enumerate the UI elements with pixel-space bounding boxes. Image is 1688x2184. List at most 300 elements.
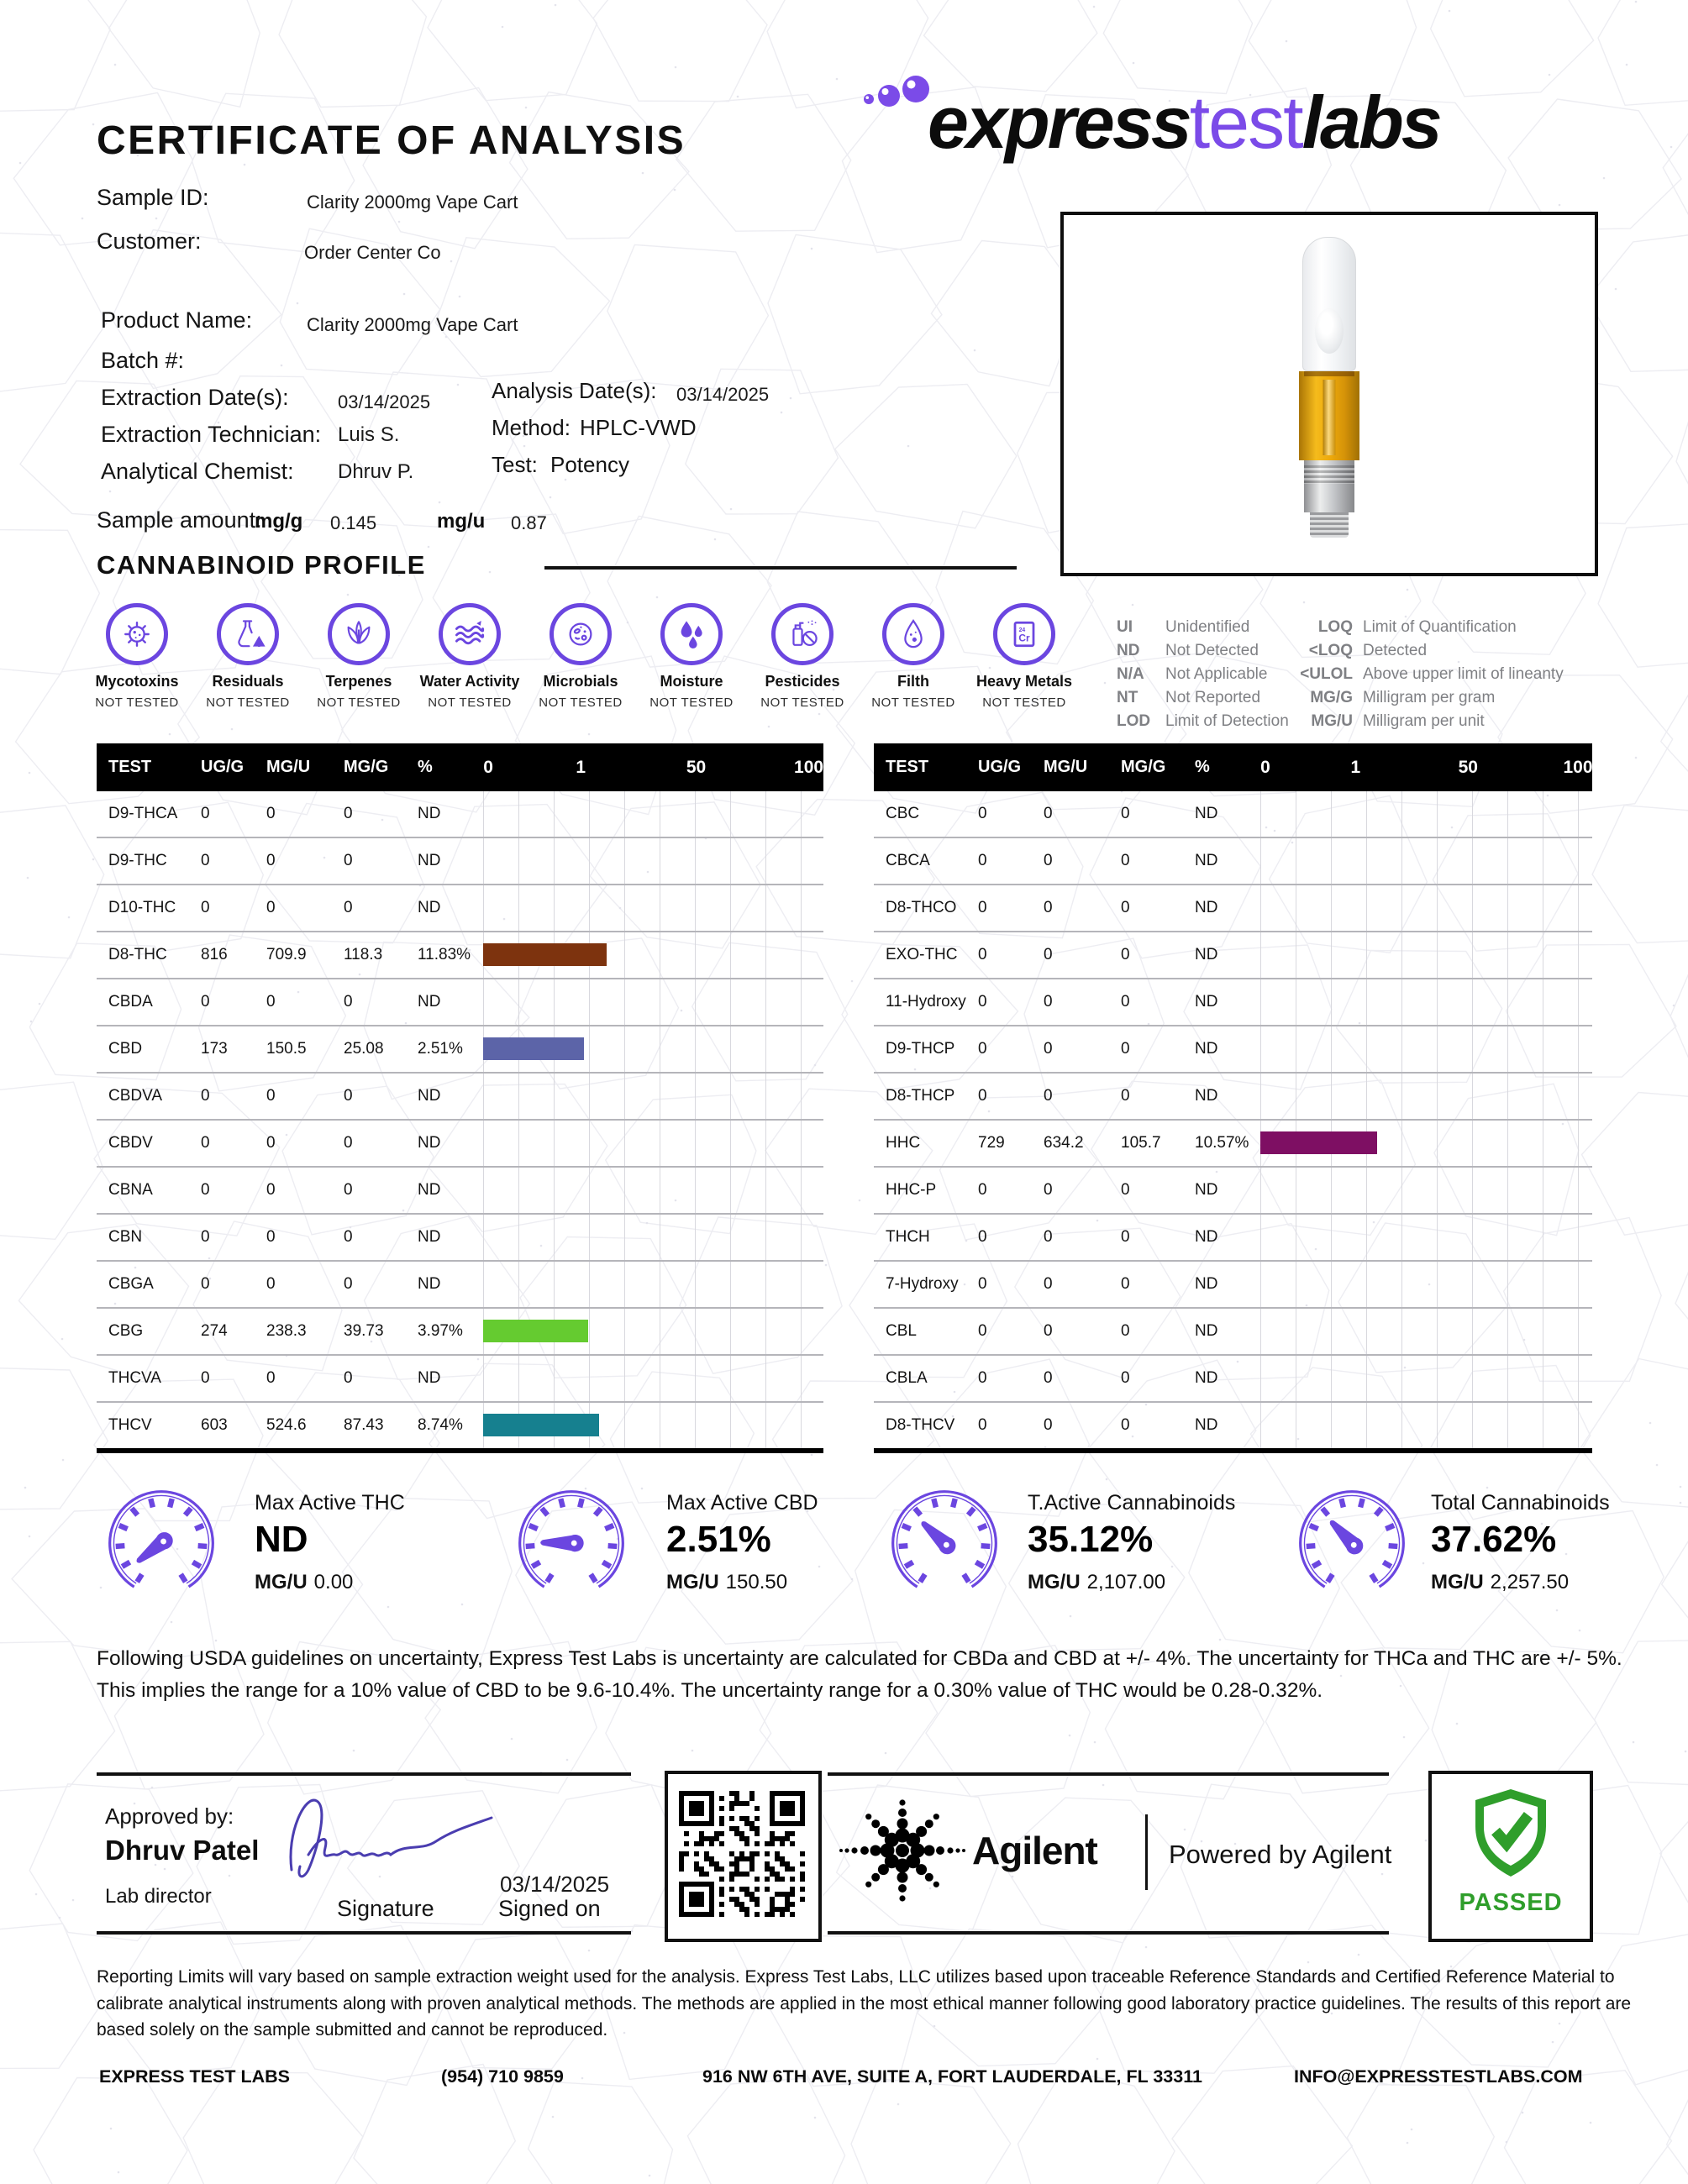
column-header: TEST (108, 758, 152, 776)
table-row (97, 1356, 823, 1403)
table-cell: CBDV (108, 1134, 153, 1152)
table-cell: ND (418, 1181, 441, 1199)
table-cell: 0 (266, 1275, 276, 1293)
table-cell: ND (1195, 1181, 1218, 1199)
gauge-text (666, 1491, 818, 1594)
cart-mouthpiece (1302, 237, 1356, 371)
table-cell: 0 (1121, 1228, 1130, 1246)
sample-id-value: Clarity 2000mg Vape Cart (307, 192, 518, 213)
analysis-dates-value: 03/14/2025 (676, 384, 770, 405)
panel-residuals (192, 603, 303, 710)
passed-badge (1428, 1771, 1593, 1942)
microbials-icon (550, 603, 612, 665)
legend-item: <ULOL Above upper limit of lineanty (1300, 665, 1564, 683)
table-cell: CBD (108, 1040, 143, 1058)
table-cell: HHC (886, 1134, 921, 1152)
table-cell: 0 (978, 1228, 987, 1246)
table-cell: 0 (1121, 1369, 1130, 1387)
legend-column-1 (1117, 616, 1289, 733)
table-row (97, 1403, 823, 1453)
column-header: UG/G (978, 758, 1022, 776)
table-cell: 0 (1044, 1416, 1053, 1434)
sample-amount-label: Sample amount: (97, 507, 262, 533)
table-cell: ND (418, 1087, 441, 1105)
table-cell: 0 (266, 1369, 276, 1387)
table-cell: 0 (1121, 899, 1130, 916)
row-chart-area (1260, 838, 1592, 884)
panel-terpenes (303, 603, 414, 710)
table-cell: 0 (1121, 1275, 1130, 1293)
table-row (97, 1262, 823, 1309)
panel-label: Residuals (212, 673, 284, 690)
logo-express: express (928, 81, 1190, 164)
panel-label: Mycotoxins (95, 673, 179, 690)
panel-mycotoxins (82, 603, 192, 710)
row-chart-area (483, 1356, 823, 1401)
table-cell: 0 (1044, 993, 1053, 1011)
column-header: UG/G (201, 758, 245, 776)
table-row (97, 838, 823, 885)
table-cell: D8-THC (108, 946, 167, 963)
panel-status: NOT TESTED (539, 696, 623, 710)
row-chart-area (1260, 1403, 1592, 1448)
value-bar (1260, 1131, 1377, 1154)
sample-id-label: Sample ID: (97, 185, 209, 210)
table-cell: CBC (886, 805, 920, 822)
gauge-icon (891, 1489, 998, 1601)
table-cell: EXO-THC (886, 946, 958, 963)
table-cell: ND (1195, 1040, 1218, 1058)
table-cell: 0 (1044, 1275, 1053, 1293)
scale-label: 1 (576, 757, 586, 777)
customer-value: Order Center Co (304, 242, 441, 263)
water-icon (439, 603, 501, 665)
extraction-dates-value: 03/14/2025 (338, 391, 431, 412)
legend-item: LOD Limit of Detection (1117, 712, 1289, 730)
row-chart-area (483, 1121, 823, 1166)
table-header (874, 743, 1592, 791)
gauge-value: 2.51% (666, 1519, 771, 1560)
legend-item: MG/G Milligram per gram (1310, 689, 1496, 706)
table-cell: D8-THCP (886, 1087, 955, 1105)
table-cell: 0 (978, 993, 987, 1011)
table-cell: 0 (344, 1228, 353, 1246)
table-cell: 524.6 (266, 1416, 307, 1434)
table-cell: D9-THCA (108, 805, 178, 822)
row-chart-area (483, 1026, 823, 1072)
table-cell: CBNA (108, 1181, 153, 1199)
mycotoxins-icon (106, 603, 168, 665)
table-row (874, 1026, 1592, 1074)
logo-test: test (1189, 81, 1302, 164)
table-cell: 816 (201, 946, 228, 963)
row-chart-area (1260, 1121, 1592, 1166)
table-cell: ND (1195, 1228, 1218, 1246)
legend-item: LOQ Limit of Quantification (1317, 618, 1517, 636)
value-bar (483, 943, 607, 966)
row-chart-area (1260, 932, 1592, 978)
product-name-label: Product Name: (101, 307, 253, 333)
row-chart-area (1260, 979, 1592, 1025)
table-cell: 0 (978, 1040, 987, 1058)
table-cell: ND (1195, 805, 1218, 822)
table-cell: 238.3 (266, 1322, 307, 1340)
qr-code (679, 1791, 818, 1921)
row-chart-area (483, 1403, 823, 1448)
column-header: MG/G (1121, 758, 1166, 776)
table-row (874, 1121, 1592, 1168)
qr-code-box (665, 1771, 822, 1942)
panel-status: NOT TESTED (760, 696, 844, 710)
cannabinoid-table-right (874, 743, 1592, 1453)
panel-status: NOT TESTED (649, 696, 734, 710)
agilent-divider (1145, 1814, 1148, 1890)
scale-label: 100 (794, 757, 824, 777)
table-cell: 0 (201, 993, 210, 1011)
vape-cartridge-image (1296, 237, 1363, 538)
table-cell: 0 (344, 1369, 353, 1387)
row-chart-area (1260, 1356, 1592, 1401)
panel-status: NOT TESTED (871, 696, 955, 710)
table-cell: 0 (266, 852, 276, 869)
gauge-unit: MG/U 2,257.50 (1431, 1571, 1570, 1593)
panel-status: NOT TESTED (982, 696, 1066, 710)
filth-icon (882, 603, 944, 665)
batch-label: Batch #: (101, 348, 185, 373)
table-cell: 150.5 (266, 1040, 307, 1058)
column-header: MG/U (1044, 758, 1088, 776)
mgu-label: mg/u (437, 510, 486, 533)
value-bar (483, 1320, 588, 1342)
table-cell: CBCA (886, 852, 930, 869)
table-cell: ND (1195, 993, 1218, 1011)
row-chart-area (483, 838, 823, 884)
value-bar (483, 1414, 599, 1436)
logo-text (928, 81, 1440, 164)
table-cell: 0 (201, 899, 210, 916)
extraction-technician-value: Luis S. (338, 423, 400, 446)
gauge-title: Max Active THC (255, 1491, 405, 1515)
analytical-chemist-label: Analytical Chemist: (101, 459, 294, 484)
row-chart-area (483, 1168, 823, 1213)
table-cell: ND (418, 1228, 441, 1246)
table-cell: 0 (266, 993, 276, 1011)
table-cell: D8-THCO (886, 899, 957, 916)
table-row (874, 791, 1592, 838)
table-cell: 173 (201, 1040, 228, 1058)
table-cell: 0 (201, 852, 210, 869)
table-cell: 603 (201, 1416, 228, 1434)
table-cell: ND (418, 993, 441, 1011)
table-row (97, 791, 823, 838)
test-label: Test: (492, 452, 538, 477)
table-cell: ND (1195, 946, 1218, 963)
table-row (97, 1121, 823, 1168)
table-cell: 0 (1121, 1322, 1130, 1340)
table-cell: 634.2 (1044, 1134, 1084, 1152)
table-cell: 0 (201, 1228, 210, 1246)
panel-status: NOT TESTED (317, 696, 401, 710)
table-cell: 0 (266, 1181, 276, 1199)
table-cell: 0 (978, 1369, 987, 1387)
table-cell: 0 (978, 852, 987, 869)
gauge-text (255, 1491, 405, 1594)
agilent-brand: Agilent (972, 1829, 1097, 1872)
table-cell: ND (1195, 899, 1218, 916)
scale-label: 50 (1458, 757, 1478, 777)
table-header (97, 743, 823, 791)
uncertainty-paragraph: Following USDA guidelines on uncertainty, Express Test Labs is uncertainty are calculated for CBDa and CBD at +/- 4%. The uncertainty for THCa and THC are +/- 5%. This implies the range for a 10% value of CBD to be 9.6-10.4%. The uncertainty range for a 0.30% value of THC would be 0.28-0.32%. (97, 1647, 1622, 1702)
table-cell: 729 (978, 1134, 1005, 1152)
footer-phone: (954) 710 9859 (441, 2066, 564, 2087)
table-cell: 0 (201, 805, 210, 822)
table-row (97, 1215, 823, 1262)
table-cell: 0 (978, 1087, 987, 1105)
table-cell: ND (1195, 1087, 1218, 1105)
footer-email: INFO@EXPRESSTESTLABS.COM (1294, 2066, 1583, 2087)
row-chart-area (1260, 1262, 1592, 1307)
table-row (874, 1403, 1592, 1453)
column-header: % (418, 758, 433, 776)
cart-oil-tank (1299, 371, 1359, 460)
table-cell: 0 (344, 993, 353, 1011)
panel-pesticides (747, 603, 858, 710)
gauge-value: 37.62% (1431, 1519, 1557, 1560)
terpenes-icon (328, 603, 390, 665)
table-cell: ND (418, 1275, 441, 1293)
powered-by-agilent: Powered by Agilent (1169, 1840, 1392, 1869)
panel-status: NOT TESTED (206, 696, 290, 710)
passed-shield-icon (1469, 1786, 1553, 1883)
table-cell: 3.97% (418, 1322, 463, 1340)
value-bar (483, 1037, 584, 1060)
table-cell: 0 (1044, 899, 1053, 916)
panel-status: NOT TESTED (95, 696, 179, 710)
cannabinoid-table-left (97, 743, 823, 1453)
table-cell: 0 (978, 1322, 987, 1340)
table-cell: 8.74% (418, 1416, 463, 1434)
test-value: Potency (550, 452, 629, 477)
row-chart-area (483, 1262, 823, 1307)
table-row (874, 979, 1592, 1026)
table-cell: ND (1195, 1369, 1218, 1387)
table-cell: 10.57% (1195, 1134, 1249, 1152)
scale-label: 1 (1350, 757, 1361, 777)
method-value: HPLC-VWD (580, 415, 697, 440)
legend-item: <LOQ Detected (1308, 642, 1428, 659)
table-cell: CBN (108, 1228, 143, 1246)
table-cell: 105.7 (1121, 1134, 1161, 1152)
table-cell: THCH (886, 1228, 930, 1246)
table-cell: 0 (978, 1416, 987, 1434)
column-header: TEST (886, 758, 929, 776)
section-title: CANNABINOID PROFILE (97, 550, 426, 580)
table-cell: ND (1195, 852, 1218, 869)
table-cell: 0 (1044, 805, 1053, 822)
table-cell: HHC-P (886, 1181, 937, 1199)
table-cell: 0 (344, 1087, 353, 1105)
gauge-unit: MG/U 150.50 (666, 1571, 788, 1593)
table-row (874, 932, 1592, 979)
legend-item: N/A Not Applicable (1117, 665, 1268, 683)
mgu-value: 0.87 (511, 512, 547, 533)
page-title: CERTIFICATE OF ANALYSIS (97, 118, 686, 163)
table-cell: 0 (344, 899, 353, 916)
extraction-technician-label: Extraction Technician: (101, 422, 322, 447)
gauge-text (1028, 1491, 1235, 1594)
approved-by-label: Approved by: (105, 1803, 234, 1829)
logo-labs: labs (1301, 81, 1440, 164)
table-cell: 0 (344, 1275, 353, 1293)
table-row (97, 979, 823, 1026)
legend-item: UI Unidentified (1117, 618, 1250, 636)
table-cell: 87.43 (344, 1416, 384, 1434)
table-row (97, 1026, 823, 1074)
row-chart-area (1260, 1026, 1592, 1072)
table-cell: 0 (1121, 1416, 1130, 1434)
table-cell: THCVA (108, 1369, 161, 1387)
table-row (874, 1356, 1592, 1403)
footer-disclaimer: Reporting Limits will vary based on sample extraction weight used for the analysis. Express Test Labs, LLC utilizes based upon traceable Reference Standards and Certified Reference Material to calibrate analytical instruments along with proven analytical methods. The methods are applied in the most ethical manner following good laboratory practice guidelines. The results of this report are based solely on the sample submitted and cannot be reproduced. (97, 1967, 1632, 2040)
customer-label: Customer: (97, 228, 202, 254)
panel-status: NOT TESTED (428, 696, 512, 710)
column-header: MG/U (266, 758, 311, 776)
gauge-unit: MG/U 2,107.00 (1028, 1571, 1166, 1593)
cart-thread (1310, 512, 1349, 538)
table-cell: 0 (266, 1087, 276, 1105)
table-row (97, 1309, 823, 1356)
gauge-title: T.Active Cannabinoids (1028, 1491, 1236, 1515)
row-chart-area (483, 1309, 823, 1354)
table-row (874, 1074, 1592, 1121)
table-cell: THCV (108, 1416, 152, 1434)
table-cell: 274 (201, 1322, 228, 1340)
table-cell: ND (1195, 1416, 1218, 1434)
panel-moisture (636, 603, 747, 710)
table-cell: 0 (978, 805, 987, 822)
gauge-value: ND (255, 1519, 308, 1560)
table-cell: CBL (886, 1322, 917, 1340)
panel-label: Filth (897, 673, 929, 690)
table-cell: 0 (1044, 1369, 1053, 1387)
table-cell: ND (418, 1369, 441, 1387)
panel-heavymetals (969, 603, 1080, 710)
heavymetals-icon (993, 603, 1055, 665)
table-cell: 0 (344, 1181, 353, 1199)
table-row (874, 1168, 1592, 1215)
footer-address: 916 NW 6TH AVE, SUITE A, FORT LAUDERDALE, FL 33311 (702, 2066, 1202, 2087)
table-cell: 11.83% (418, 946, 471, 963)
row-chart-area (483, 885, 823, 931)
table-cell: 0 (266, 1134, 276, 1152)
table-cell: 0 (266, 805, 276, 822)
row-chart-area (483, 979, 823, 1025)
legend-column-2 (1292, 616, 1564, 733)
table-cell: 0 (1044, 1040, 1053, 1058)
gauge-icon (1298, 1489, 1406, 1601)
gauge-title: Total Cannabinoids (1431, 1491, 1610, 1515)
table-cell: 0 (344, 805, 353, 822)
table-cell: CBG (108, 1322, 144, 1340)
table-row (97, 1074, 823, 1121)
table-cell: CBGA (108, 1275, 154, 1293)
footer-company: EXPRESS TEST LABS (99, 2066, 290, 2087)
row-chart-area (483, 932, 823, 978)
panel-filth (858, 603, 969, 710)
panel-microbials (525, 603, 636, 710)
table-cell: 0 (201, 1181, 210, 1199)
table-cell: 0 (1121, 1181, 1130, 1199)
row-chart-area (1260, 791, 1592, 837)
table-row (874, 885, 1592, 932)
table-cell: D9-THCP (886, 1040, 955, 1058)
table-cell: ND (418, 805, 441, 822)
table-cell: 0 (1044, 946, 1053, 963)
approval-block (97, 1772, 631, 1935)
table-cell: CBDVA (108, 1087, 163, 1105)
table-cell: 118.3 (344, 946, 383, 963)
product-image-frame (1060, 212, 1598, 576)
section-divider (544, 566, 1017, 570)
table-cell: 0 (201, 1087, 210, 1105)
signed-date: 03/14/2025 (500, 1872, 610, 1897)
panel-label: Microbials (543, 673, 618, 690)
row-chart-area (1260, 1074, 1592, 1119)
legend-item: NT Not Reported (1117, 689, 1261, 706)
table-cell: D8-THCV (886, 1416, 955, 1434)
gauge-icon (108, 1489, 215, 1601)
gauge-text (1431, 1491, 1610, 1594)
passed-label: PASSED (1459, 1889, 1563, 1916)
table-row (874, 1215, 1592, 1262)
table-cell: ND (418, 1134, 441, 1152)
method-label: Method: (492, 415, 571, 440)
scale-label: 0 (483, 757, 493, 777)
panel-label: Heavy Metals (975, 673, 1073, 690)
svg-text:24: 24 (1018, 627, 1026, 633)
signature-label: Signature (337, 1896, 434, 1921)
table-cell: 0 (1121, 993, 1130, 1011)
legend-item: ND Not Detected (1117, 642, 1259, 659)
approver-name: Dhruv Patel (105, 1835, 260, 1866)
agilent-block (828, 1772, 1392, 1935)
table-cell: 0 (266, 1228, 276, 1246)
residuals-icon (217, 603, 279, 665)
legend-item: MG/U Milligram per unit (1311, 712, 1485, 730)
table-cell: 0 (1121, 805, 1130, 822)
table-cell: 39.73 (344, 1322, 384, 1340)
cart-mouth-hole (1315, 308, 1344, 354)
table-row (874, 1309, 1592, 1356)
table-row (874, 838, 1592, 885)
table-cell: 11-Hydroxy (886, 993, 966, 1011)
svg-text:Cr: Cr (1018, 632, 1030, 644)
moisture-icon (660, 603, 723, 665)
row-chart-area (1260, 1215, 1592, 1260)
table-row (97, 932, 823, 979)
scale-label: 100 (1563, 757, 1593, 777)
table-cell: 709.9 (266, 946, 307, 963)
table-cell: 0 (978, 946, 987, 963)
analytical-chemist-value: Dhruv P. (338, 460, 414, 483)
table-cell: 0 (978, 899, 987, 916)
table-cell: ND (1195, 1322, 1218, 1340)
table-cell: 0 (1044, 1181, 1053, 1199)
row-chart-area (483, 1215, 823, 1260)
table-cell: 0 (1044, 852, 1053, 869)
table-cell: 0 (266, 899, 276, 916)
panel-label: Moisture (660, 673, 723, 690)
